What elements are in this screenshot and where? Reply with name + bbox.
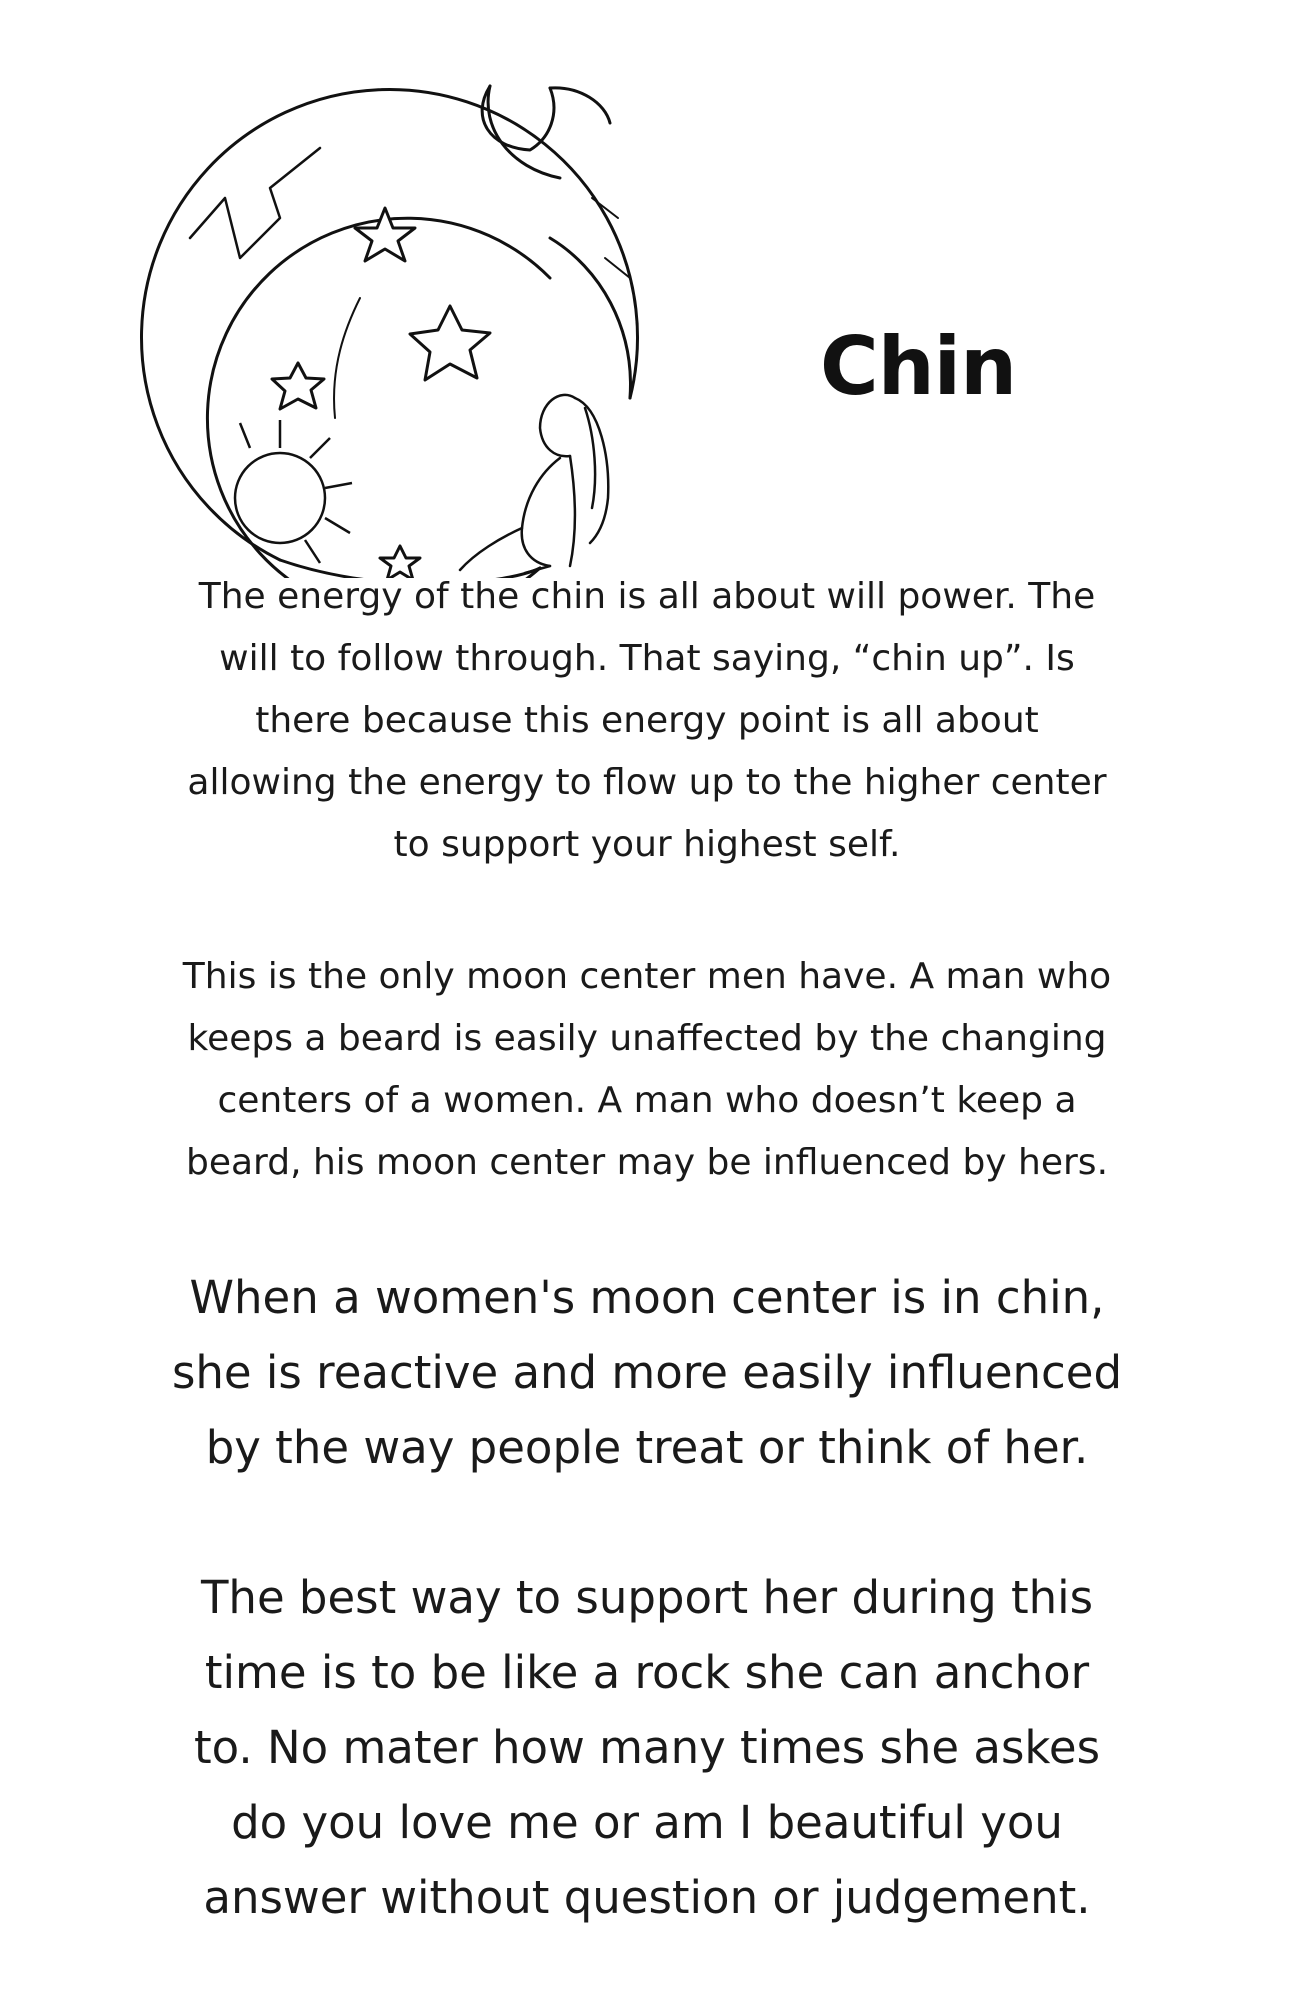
- woman-figure-icon: [460, 395, 608, 573]
- star-icon: [355, 208, 415, 261]
- paragraph-moon-center-men: This is the only moon center men have. A man who keeps a beard is easily unaffected by the changing centers of a women. A man who doesn’t keep a beard, his moon center may be influenced by hers.: [182, 956, 1112, 1183]
- sun-icon: [235, 420, 352, 563]
- paragraph-women-moon-center: When a women's moon center is in chin, she is reactive and more easily influenced by the way people treat or think of her.: [171, 1271, 1123, 1474]
- page-title: Chin: [820, 320, 1017, 413]
- paragraph-support-her: The best way to support her during this time is to be like a rock she can anchor to. No mater how many times she askes do you love me or am I beautiful you answer without question or judgement.: [193, 1571, 1101, 1924]
- moon-inner-arc: [207, 218, 550, 578]
- paragraph-will-power: The energy of the chin is all about will power. The will to follow through. That saying, “chin up”. Is there because this energy point is all about allowing the energy to flow up to the higher center to support your highest self.: [187, 576, 1107, 865]
- star-icon: [272, 363, 324, 409]
- star-icon: [410, 306, 490, 380]
- crescent-moon-icon: [130, 78, 650, 578]
- crescent-moon-illustration: [130, 78, 650, 578]
- moon-outer-arc: [141, 89, 637, 560]
